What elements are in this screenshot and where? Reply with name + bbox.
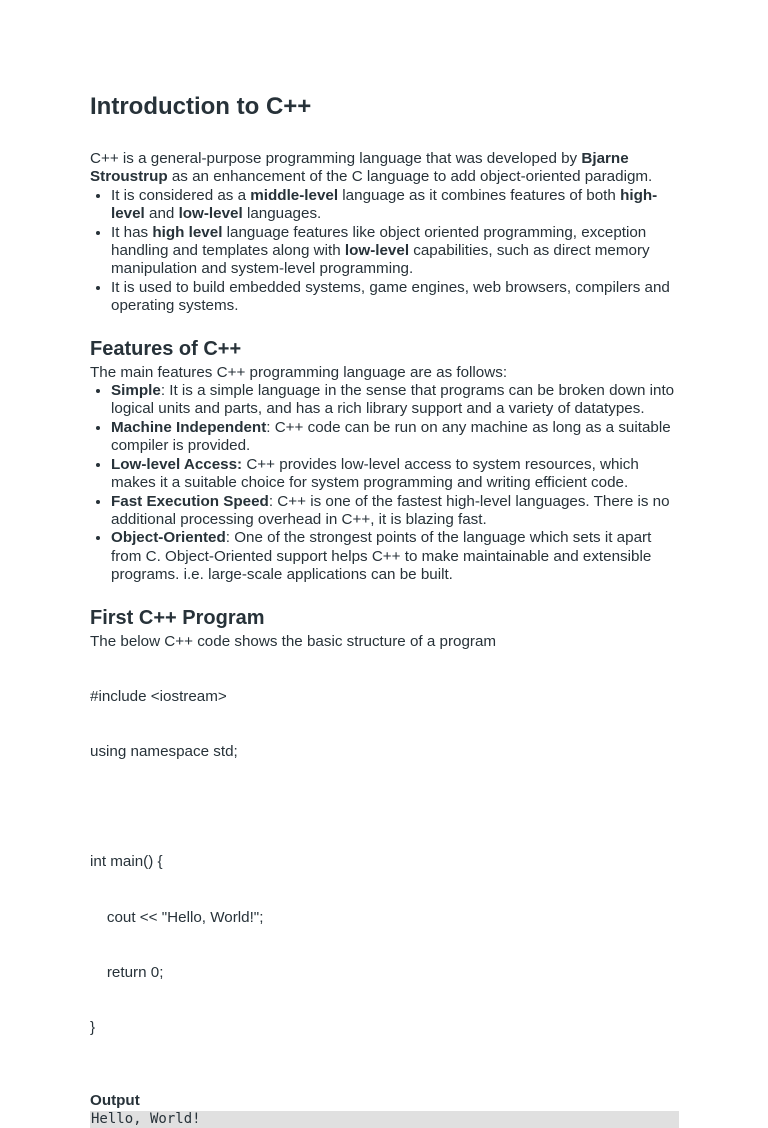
list-item	[111, 529, 680, 584]
feature-term: Fast Execution Speed	[111, 492, 269, 510]
features-lead: The main features C++ programming language are as follows:	[90, 363, 508, 381]
list-item	[111, 187, 680, 224]
feature-text: : C++ code can be run on any machine as long as a suitable compiler is provided.	[111, 418, 671, 455]
intro-author: Bjarne Stroustrup	[90, 150, 629, 186]
feature-term: Simple	[111, 382, 161, 400]
output-label: Output	[90, 1092, 140, 1110]
feature-text: C++ provides low-level access to system resources, which makes it a suitable choice for system programming and writing efficient code.	[111, 455, 639, 492]
list-item	[111, 382, 680, 419]
feature-term: Machine Independent	[111, 418, 267, 436]
bullet-bold: high level	[152, 223, 223, 241]
bullet-bold: middle-level	[250, 186, 339, 204]
bullet-text: language as it combines features of both	[338, 186, 621, 204]
bullet-text: It is considered as a	[111, 186, 251, 204]
list-item	[111, 224, 680, 279]
intro-text-post: as an enhancement of the C language to add object-oriented paradigm.	[167, 168, 653, 186]
intro-paragraph	[90, 150, 680, 187]
article-content	[90, 90, 680, 1128]
bullet-bold: high-level	[111, 186, 658, 223]
program-heading: First C++ Program	[90, 606, 265, 629]
feature-text: : One of the strongest points of the language which sets it apart from C. Object-Oriented support helps C++ to make maintainable and extensible programs. i.e. large-scale applications can be built.	[111, 529, 652, 584]
bullet-bold: low-level	[344, 242, 410, 260]
feature-term: Low-level Access:	[111, 455, 247, 473]
bullet-text: It is used to build embedded systems, game engines, web browsers, compilers and operating systems.	[111, 278, 670, 315]
feature-term: Object-Oriented	[111, 529, 226, 547]
feature-text: : C++ is one of the fastest high-level languages. There is no additional processing overhead in C++, it is blazing fast.	[111, 492, 670, 528]
output-box: Hello, World!	[90, 1111, 679, 1128]
list-item	[111, 419, 680, 456]
code-line: int main() {	[90, 853, 163, 871]
code-block	[90, 651, 680, 1074]
bullet-bold: low-level	[178, 205, 243, 223]
list-item	[111, 493, 680, 530]
intro-text-pre: C++ is a general-purpose programming language that was developed by	[90, 150, 582, 167]
bullet-text: It has	[111, 223, 153, 241]
features-list	[90, 382, 680, 584]
bullet-text: capabilities, such as direct memory manipulation and system-level programming.	[111, 242, 650, 278]
program-lead: The below C++ code shows the basic structure of a program	[90, 632, 497, 650]
code-line: cout << "Hello, World!";	[90, 908, 264, 926]
bullet-text: and	[144, 205, 179, 223]
bullet-text: language features like object oriented programming, exception handling and templates along with	[111, 223, 647, 260]
code-line: }	[90, 1019, 96, 1037]
code-line: #include <iostream>	[90, 687, 227, 705]
features-heading: Features of C++	[90, 337, 242, 360]
bullet-text: languages.	[242, 205, 322, 223]
code-line: return 0;	[90, 963, 164, 981]
intro-bullet-list	[90, 187, 680, 316]
list-item	[111, 279, 680, 316]
list-item	[111, 456, 680, 493]
code-blank-line	[90, 798, 680, 816]
code-line: using namespace std;	[90, 742, 238, 760]
page-title: Introduction to C++	[90, 93, 312, 120]
feature-text: : It is a simple language in the sense that programs can be broken down into logical units and parts, and has a rich library support and a variety of datatypes.	[111, 382, 675, 418]
